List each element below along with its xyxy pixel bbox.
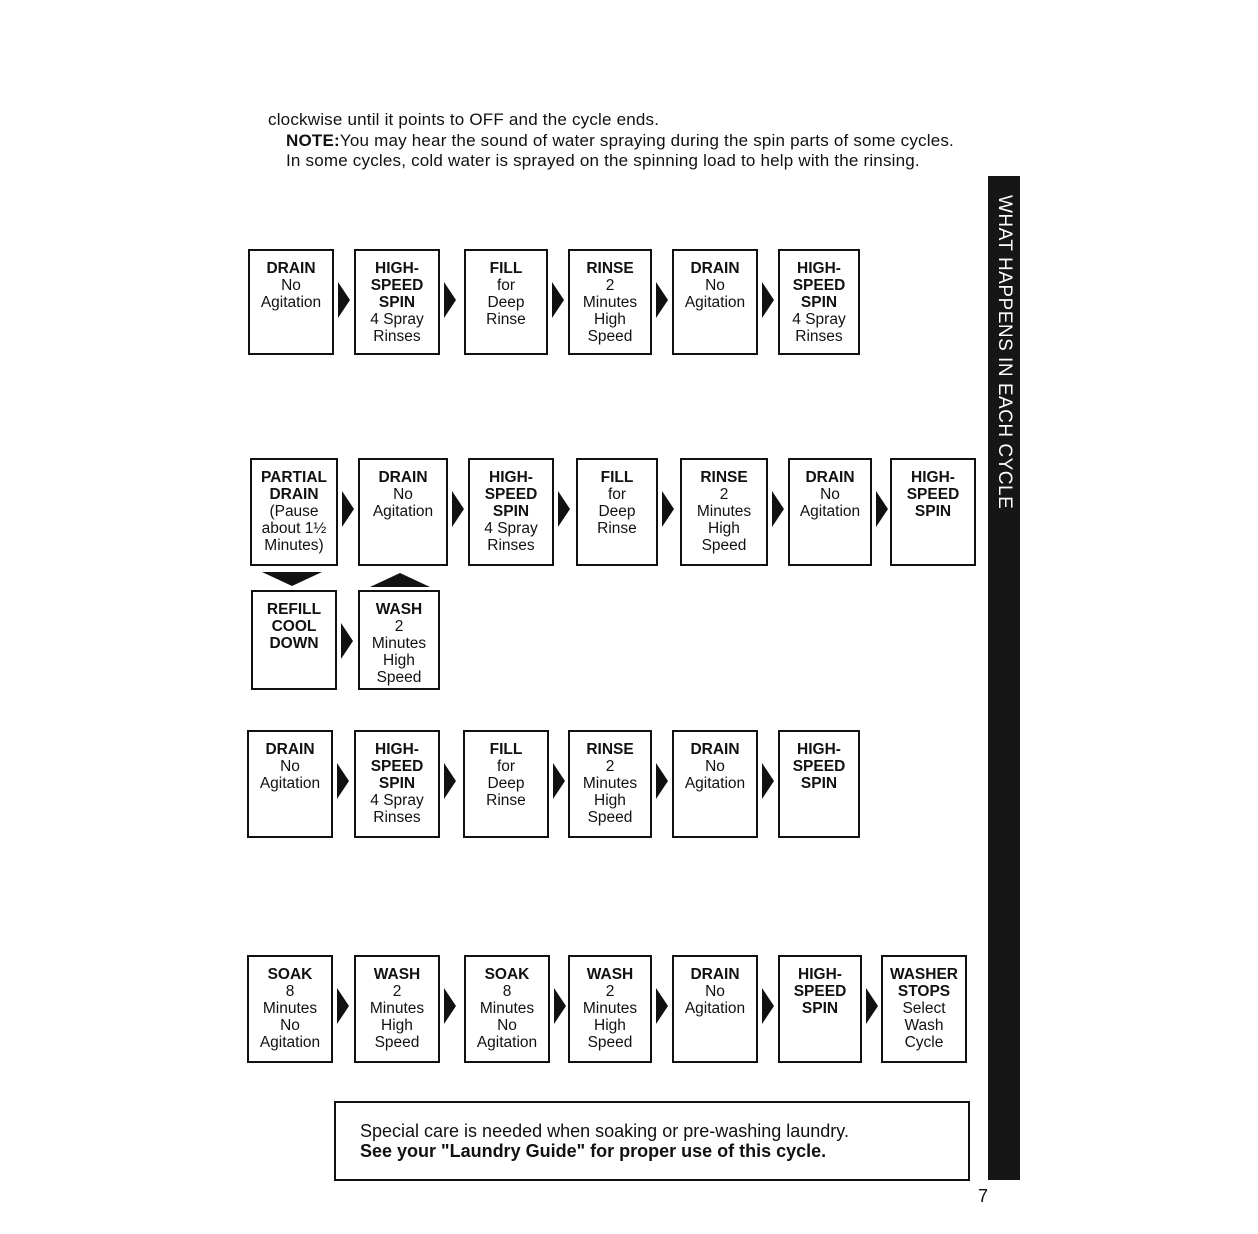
- step-line: REFILL: [266, 601, 322, 618]
- step-line: No: [281, 277, 301, 294]
- step-line: Agitation: [260, 294, 322, 311]
- step-line: High: [708, 520, 740, 537]
- up-arrow-icon: [370, 573, 430, 592]
- row1-step-4: [568, 249, 652, 355]
- step-line: Minutes: [582, 294, 638, 311]
- step-line: DRAIN: [690, 966, 740, 983]
- step-line: DRAIN: [690, 741, 740, 758]
- step-line: RINSE: [700, 469, 748, 486]
- step-line: Minutes: [262, 1000, 318, 1017]
- note-label: NOTE:: [286, 130, 340, 150]
- step-line: No: [705, 758, 725, 775]
- row4-step-5: [672, 955, 758, 1063]
- step-line: High: [594, 792, 626, 809]
- row2-step-5: [680, 458, 768, 566]
- flow-arrow-icon: [338, 282, 350, 318]
- step-line: PARTIAL: [260, 469, 327, 486]
- row3-step-5: [672, 730, 758, 838]
- step-line: No: [393, 486, 413, 503]
- step-line: Rinses: [373, 328, 421, 345]
- row3-step-2: [354, 730, 440, 838]
- step-line: Select: [902, 1000, 946, 1017]
- step-line: Deep: [487, 775, 525, 792]
- step-line: Speed: [374, 1034, 420, 1051]
- row2-step-6: [788, 458, 872, 566]
- special-care-note: [334, 1101, 970, 1181]
- step-line: (Pause: [269, 503, 319, 520]
- step-line: Agitation: [259, 1034, 321, 1051]
- step-line: No: [497, 1017, 517, 1034]
- flow-arrow-icon: [337, 763, 349, 799]
- flow-arrow-icon: [558, 491, 570, 527]
- step-line: Rinse: [597, 520, 637, 537]
- step-line: WASH: [586, 966, 634, 983]
- step-line: DRAIN: [265, 741, 315, 758]
- flow-arrow-icon: [554, 988, 566, 1024]
- step-line: High: [594, 1017, 626, 1034]
- step-line: DRAIN: [805, 469, 855, 486]
- flow-arrow-icon: [772, 491, 784, 527]
- step-line: Agitation: [372, 503, 434, 520]
- row4-step-6: [778, 955, 862, 1063]
- step-line: SPEED: [906, 486, 960, 503]
- flow-arrow-icon: [452, 491, 464, 527]
- step-line: Wash: [904, 1017, 944, 1034]
- step-line: Minutes: [371, 635, 427, 652]
- flow-arrow-icon: [656, 282, 668, 318]
- step-line: 2: [719, 486, 729, 503]
- step-line: No: [705, 277, 725, 294]
- row4-step-3: [464, 955, 550, 1063]
- step-line: HIGH-: [797, 741, 841, 758]
- step-line: SPEED: [370, 758, 424, 775]
- step-line: SPIN: [914, 503, 952, 520]
- step-line: DRAIN: [378, 469, 428, 486]
- step-line: WASH: [375, 601, 423, 618]
- step-line: WASH: [373, 966, 421, 983]
- flow-arrow-icon: [866, 988, 878, 1024]
- row2-step-7: [890, 458, 976, 566]
- step-line: Agitation: [799, 503, 861, 520]
- step-line: High: [383, 652, 415, 669]
- step-line: No: [820, 486, 840, 503]
- step-line: SPIN: [800, 294, 838, 311]
- step-line: SPIN: [800, 775, 838, 792]
- row2-step-4: [576, 458, 658, 566]
- step-line: SPIN: [378, 294, 416, 311]
- flow-arrow-icon: [762, 282, 774, 318]
- step-line: SPEED: [484, 486, 538, 503]
- step-line: Agitation: [476, 1034, 538, 1051]
- flow-arrow-icon: [444, 282, 456, 318]
- row1-step-2: [354, 249, 440, 355]
- flow-arrow-icon: [656, 763, 668, 799]
- step-line: No: [280, 758, 300, 775]
- row3-step-3: [463, 730, 549, 838]
- flow-arrow-icon: [337, 988, 349, 1024]
- step-line: HIGH-: [911, 469, 955, 486]
- step-line: SPEED: [370, 277, 424, 294]
- step-line: SOAK: [484, 966, 530, 983]
- flow-arrow-icon: [662, 491, 674, 527]
- step-line: Cycle: [904, 1034, 944, 1051]
- step-line: 4 Spray: [370, 792, 424, 809]
- flow-arrow-icon: [342, 491, 354, 527]
- row1-step-6: [778, 249, 860, 355]
- flow-arrow-icon: [552, 282, 564, 318]
- row2-step-3: [468, 458, 554, 566]
- step-line: DOWN: [269, 635, 319, 652]
- step-line: SPIN: [492, 503, 530, 520]
- step-line: HIGH-: [375, 741, 419, 758]
- step-line: SPEED: [793, 983, 847, 1000]
- step-line: Minutes: [479, 1000, 535, 1017]
- row4-step-1: [247, 955, 333, 1063]
- step-line: Deep: [487, 294, 525, 311]
- step-line: 4 Spray: [370, 311, 424, 328]
- step-line: for: [496, 277, 516, 294]
- step-line: Agitation: [684, 775, 746, 792]
- step-line: Rinses: [373, 809, 421, 826]
- step-line: Deep: [598, 503, 636, 520]
- step-line: Minutes: [696, 503, 752, 520]
- step-line: 4 Spray: [484, 520, 538, 537]
- step-line: 8: [502, 983, 512, 1000]
- step-line: 2: [394, 618, 404, 635]
- step-line: Minutes): [264, 537, 324, 554]
- step-line: FILL: [489, 260, 523, 277]
- step-line: Rinses: [487, 537, 535, 554]
- note-line1: Special care is needed when soaking or pre-washing laundry.: [360, 1121, 849, 1141]
- flow-arrow-icon: [444, 988, 456, 1024]
- step-line: 2: [605, 277, 615, 294]
- step-line: SOAK: [267, 966, 313, 983]
- step-line: STOPS: [897, 983, 951, 1000]
- step-line: 8: [285, 983, 295, 1000]
- step-line: Speed: [587, 1034, 633, 1051]
- flow-arrow-icon: [444, 763, 456, 799]
- step-line: No: [280, 1017, 300, 1034]
- note-line2: See your "Laundry Guide" for proper use of this cycle.: [360, 1141, 827, 1161]
- row4-step-7: [881, 955, 967, 1063]
- step-line: Rinse: [486, 792, 526, 809]
- sidebar-title: WHAT HAPPENS IN EACH CYCLE: [994, 195, 1015, 510]
- intro-note: [268, 131, 968, 172]
- flow-arrow-icon: [762, 988, 774, 1024]
- step-line: Speed: [701, 537, 747, 554]
- row1-step-5: [672, 249, 758, 355]
- intro-line1: clockwise until it points to OFF and the cycle ends.: [268, 110, 660, 129]
- note-text: You may hear the sound of water spraying during the spin parts of some cycles. In some cycles, cold water is sprayed on the spinning load to help with the rinsing.: [286, 130, 954, 170]
- step-line: 2: [392, 983, 402, 1000]
- row2b-step-1: [251, 590, 337, 690]
- step-line: HIGH-: [797, 260, 841, 277]
- step-line: SPIN: [378, 775, 416, 792]
- step-line: Minutes: [369, 1000, 425, 1017]
- step-line: RINSE: [586, 741, 634, 758]
- intro-text: [268, 110, 968, 172]
- step-line: Agitation: [259, 775, 321, 792]
- step-line: Speed: [587, 809, 633, 826]
- step-line: RINSE: [586, 260, 634, 277]
- step-line: 2: [605, 983, 615, 1000]
- step-line: Rinse: [486, 311, 526, 328]
- step-line: SPIN: [801, 1000, 839, 1017]
- flow-arrow-icon: [341, 623, 353, 659]
- row1-step-3: [464, 249, 548, 355]
- step-line: 2: [605, 758, 615, 775]
- row3-step-6: [778, 730, 860, 838]
- step-line: HIGH-: [375, 260, 419, 277]
- step-line: for: [607, 486, 627, 503]
- step-line: DRAIN: [266, 260, 316, 277]
- step-line: about 1½: [261, 520, 327, 537]
- step-line: Speed: [587, 328, 633, 345]
- step-line: Agitation: [684, 294, 746, 311]
- step-line: HIGH-: [798, 966, 842, 983]
- step-line: High: [594, 311, 626, 328]
- row3-step-4: [568, 730, 652, 838]
- step-line: High: [381, 1017, 413, 1034]
- step-line: HIGH-: [489, 469, 533, 486]
- flow-arrow-icon: [876, 491, 888, 527]
- row2b-step-2: [358, 590, 440, 690]
- step-line: 4 Spray: [792, 311, 846, 328]
- down-arrow-icon: [262, 572, 322, 591]
- step-line: WASHER: [889, 966, 959, 983]
- step-line: COOL: [271, 618, 317, 635]
- step-line: SPEED: [792, 277, 846, 294]
- step-line: Speed: [376, 669, 422, 686]
- row2-step-1: [250, 458, 338, 566]
- step-line: for: [496, 758, 516, 775]
- step-line: Minutes: [582, 775, 638, 792]
- step-line: No: [705, 983, 725, 1000]
- step-line: FILL: [489, 741, 523, 758]
- step-line: Rinses: [795, 328, 843, 345]
- step-line: DRAIN: [269, 486, 319, 503]
- flow-arrow-icon: [762, 763, 774, 799]
- step-line: FILL: [600, 469, 634, 486]
- step-line: Agitation: [684, 1000, 746, 1017]
- flow-arrow-icon: [656, 988, 668, 1024]
- row3-step-1: [247, 730, 333, 838]
- row2-step-2: [358, 458, 448, 566]
- row1-step-1: [248, 249, 334, 355]
- step-line: Minutes: [582, 1000, 638, 1017]
- row4-step-2: [354, 955, 440, 1063]
- step-line: SPEED: [792, 758, 846, 775]
- step-line: DRAIN: [690, 260, 740, 277]
- page-number: 7: [978, 1186, 989, 1206]
- flow-arrow-icon: [553, 763, 565, 799]
- row4-step-4: [568, 955, 652, 1063]
